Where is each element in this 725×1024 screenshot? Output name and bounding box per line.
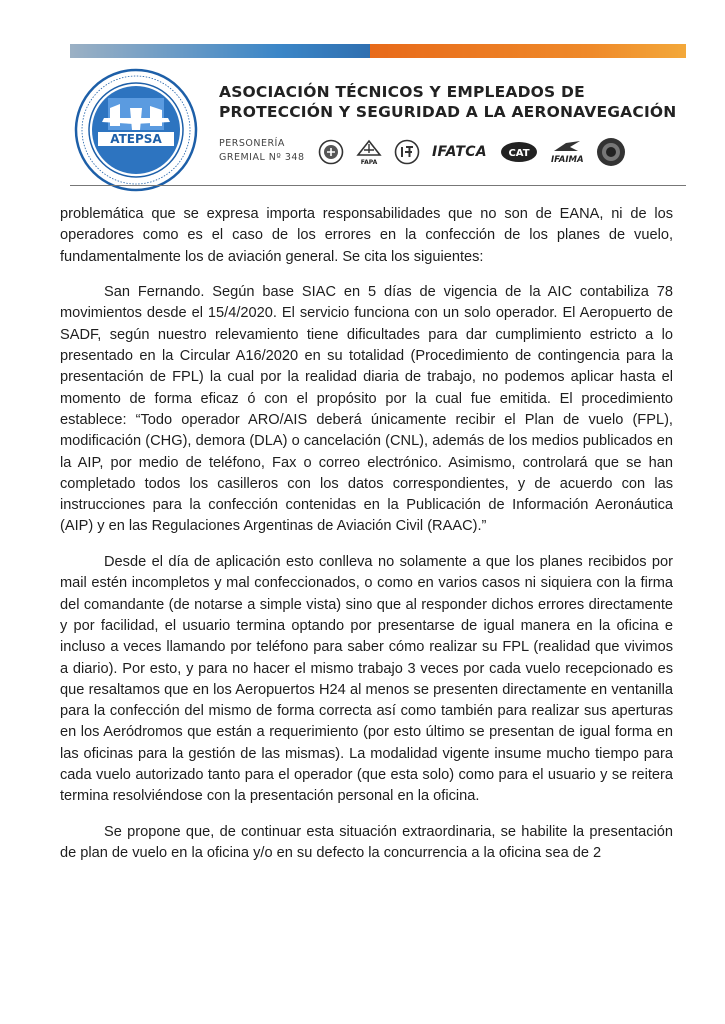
ifaima-logo-icon [551, 134, 584, 170]
itf-logo-icon [394, 134, 420, 170]
header-band-orange [370, 44, 686, 58]
header-band-blue [70, 44, 370, 58]
atepsa-logo [74, 68, 198, 192]
paragraph-3: Desde el día de aplicación esto conlleva no solamente a que los planes recibidos por mail estén incompletos y mal confeccionados, o como en varios casos ni siquiera con la firma del comandante (de notarse a simple vista) sino que al responder dichos errores directamente y por facilidad, el usuario termina optando por presentarse de igual manera en la oficina e incluso a veces llamando por teléfono para saber cómo realizar su FPL (realidad que vivimos a diario). Por esto, y para no hacer el mismo trabajo 3 veces por cada vuelo recepcionado es que resaltamos que en los Aeropuertos H24 al menos se presenten directamente en ventanilla para la confección del mismo de forma correcta así como también para realizar sus aperturas en los Aeródromos que están a requerimiento (por esto último se presentan de igual forma en las oficinas para la gestión de las mismas). La modalidad vigente insume mucho tiempo para cada vuelo autorizado tanto para el operador (que esta solo) como para el usuario y se reitera termina resolviéndose con la presentación personal en la oficina. [60, 554, 673, 805]
fapa-label: FAPA [360, 158, 378, 166]
paragraph-2: San Fernando. Según base SIAC en 5 días de vigencia de la AIC contabiliza 78 movimientos desde el 15/4/2020. El servicio funciona con un solo operador. El Aeropuerto de SADF, según nuestro relevamiento tiene dificultades para dar cumplimiento estricto a lo presentado en la Circular A16/2020 en su totalidad (Procedimiento de contingencia para la presentación de FPL) la cual por la realidad diaria de trabajo, no podemos aplicar hasta el momento de forma eficaz ó con el propósito por la cual fue emitida. El procedimiento establece: “Todo operador ARO/AIS deberá únicamente recibir el Plan de vuelo (FPL), modificación (CHG), demora (DLA) o cancelación (CNL), además de los medios publicados en la AIP, por medio de teléfono, Fax o correo electrónico. Asimismo, controlará que se han completado todos los casilleros con los datos correspondientes, y de acuerdo con las instrucciones para la confección contenidas en la Publicación de Información Aeronáutica (AIP) y en las Regulaciones Argentinas de Aviación Civil (RAAC).” [60, 284, 673, 535]
seal-logo-icon [596, 134, 626, 170]
org-name-line-2: PROTECCIÓN Y SEGURIDAD A LA AERONAVEGACIÓN [219, 103, 677, 121]
ifaima-label: IFAIMA [550, 155, 584, 165]
paragraph-1: problemática que se expresa importa responsabilidades que no son de EANA, ni de los operadores como es el caso de los errores en la confección de los planes de vuelo, fundamentalmente los de aviación general. Se cita los siguientes: [60, 206, 673, 265]
ifatca-logo-icon [432, 134, 487, 170]
document-body [60, 204, 673, 879]
fapa-logo-icon [356, 134, 382, 170]
cat-logo-icon [499, 134, 539, 170]
header-color-band [70, 44, 686, 58]
personeria-line-2: GREMIAL Nº 348 [219, 152, 305, 163]
svg-text:CAT: CAT [508, 148, 530, 159]
org-name-line-1: ASOCIACIÓN TÉCNICOS Y EMPLEADOS DE [219, 83, 585, 101]
paragraph-4: Se propone que, de continuar esta situación extraordinaria, se habilite la presentación de plan de vuelo en la oficina y/o en su defecto la concurrencia a la oficina sea de 2 [60, 823, 673, 862]
logo-text: ATEPSA [110, 132, 162, 146]
affiliate-logos [318, 134, 663, 170]
cgt-logo-icon [318, 134, 344, 170]
organization-name [219, 82, 689, 122]
ifatca-label: IFATCA [432, 144, 487, 160]
header-divider [70, 185, 686, 186]
personeria-line-1: PERSONERÍA [219, 138, 285, 149]
personeria-gremial [219, 137, 319, 165]
